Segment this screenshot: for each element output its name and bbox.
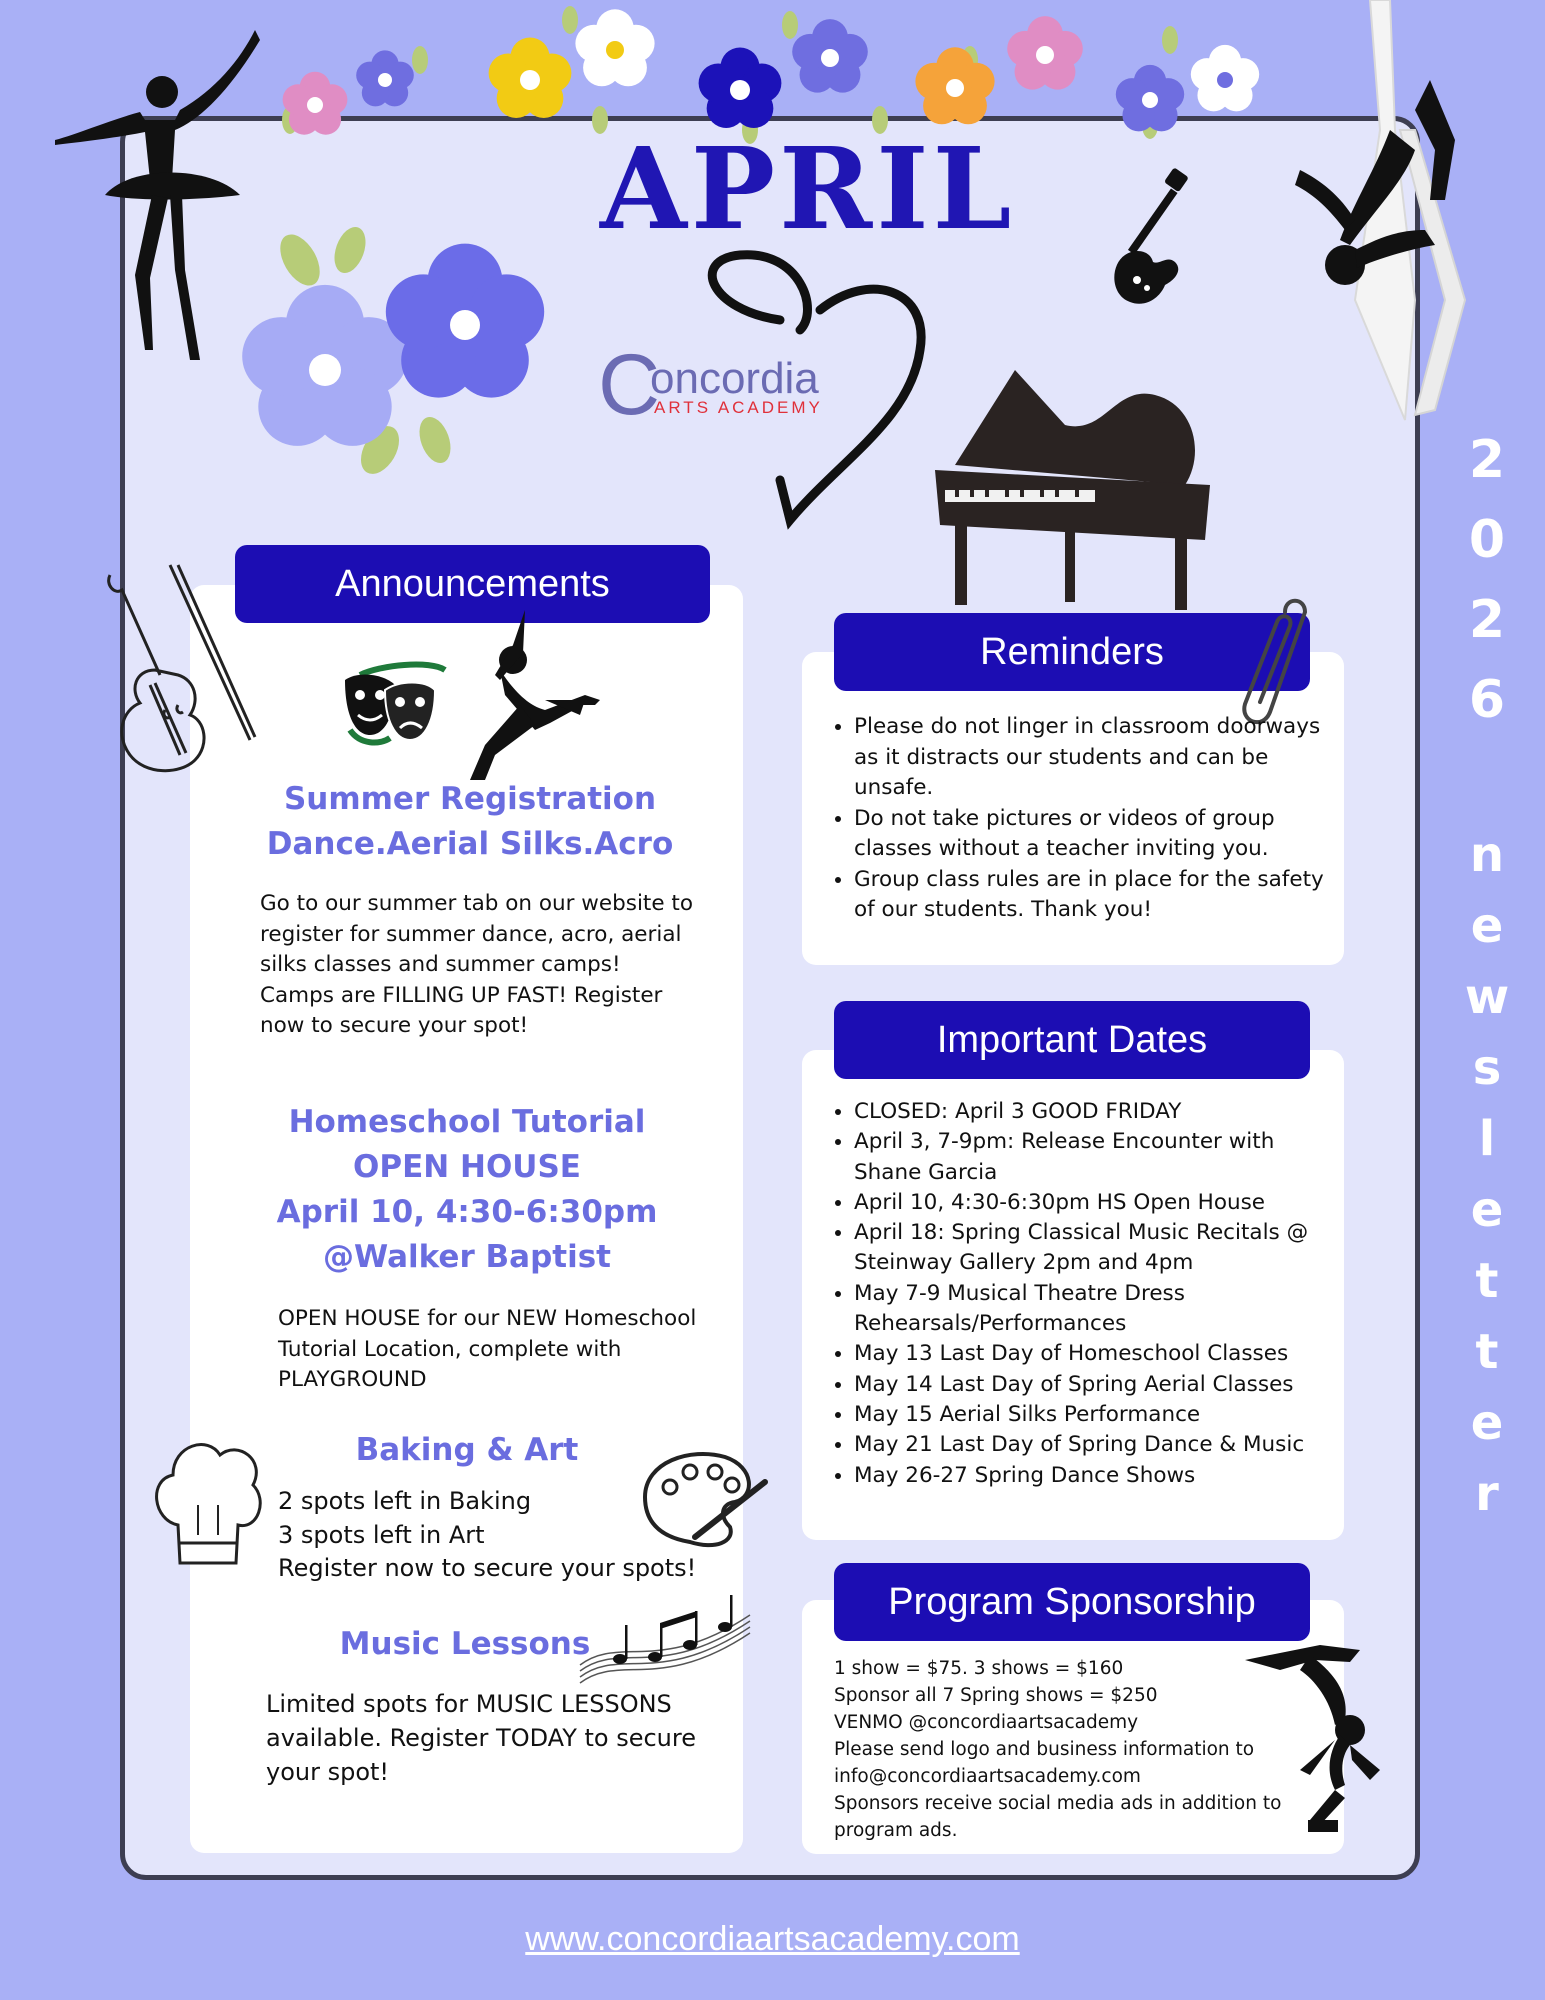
- side-year-char: 2: [1468, 430, 1506, 490]
- reminder-item: • Please do not linger in classroom doorways as it distracts our students and can be unsafe.: [854, 712, 1325, 804]
- date-item: • May 21 Last Day of Spring Dance & Music: [854, 1430, 1330, 1460]
- sponsorship-line: Sponsors receive social media ads in addition to program ads.: [834, 1793, 1282, 1841]
- sponsorship-header: Program Sponsorship: [834, 1563, 1310, 1641]
- side-word-char: l: [1478, 1111, 1496, 1167]
- grand-piano-icon: [925, 365, 1220, 615]
- ballerina-silhouette-icon: [50, 20, 260, 370]
- homeschool-heading-line4: @Walker Baptist: [323, 1239, 611, 1275]
- violin-icon: [100, 565, 260, 780]
- date-item: • April 18: Spring Classical Music Recitals @ Steinway Gallery 2pm and 4pm: [854, 1218, 1330, 1279]
- paper-clip-icon: [1235, 592, 1315, 732]
- baking-line3: Register now to secure your spots!: [278, 1554, 697, 1582]
- concordia-logo: [598, 337, 898, 433]
- side-word-char: e: [1470, 1395, 1504, 1451]
- reminders-list: [820, 712, 1325, 926]
- side-year-char: 6: [1468, 670, 1506, 730]
- homeschool-heading-line3: April 10, 4:30-6:30pm: [276, 1194, 658, 1230]
- aerial-silks-silhouette-icon: [1295, 0, 1495, 430]
- theater-masks-icon: [340, 660, 450, 750]
- logo-tagline: ARTS ACADEMY: [654, 398, 823, 417]
- date-item: • CLOSED: April 3 GOOD FRIDAY: [854, 1097, 1330, 1127]
- side-word-char: t: [1475, 1324, 1499, 1380]
- music-lessons-text: Limited spots for MUSIC LESSONS available. Register TODAY to secure your spot!: [266, 1690, 696, 1786]
- summer-heading-line2: Dance.Aerial Silks.Acro: [266, 826, 674, 862]
- side-word-char: e: [1470, 898, 1504, 954]
- side-word-char: e: [1470, 1182, 1504, 1238]
- important-dates-list: [820, 1097, 1330, 1491]
- large-flowers-decoration: [240, 230, 540, 490]
- announcements-header: Announcements: [235, 545, 710, 623]
- sponsorship-line: Please send logo and business information to info@concordiaartsacademy.com: [834, 1739, 1255, 1787]
- side-word-char: n: [1469, 827, 1505, 883]
- summer-heading-line1: Summer Registration: [283, 781, 657, 817]
- reminders-header: Reminders: [834, 613, 1310, 691]
- side-word-char: r: [1475, 1466, 1499, 1522]
- date-item: • May 26-27 Spring Dance Shows: [854, 1461, 1330, 1491]
- leaping-dancer-silhouette-icon: [465, 605, 605, 785]
- side-word-char: w: [1464, 969, 1510, 1025]
- sponsorship-line: VENMO @concordiaartsacademy: [834, 1712, 1139, 1733]
- logo-initial: C: [598, 337, 661, 433]
- baking-line2: 3 spots left in Art: [278, 1520, 485, 1549]
- summer-registration-text: Go to our summer tab on our website to register for summer dance, acro, aerial silks classes and summer camps! Camps are FILLING UP FAST! Register now to secure your spot!: [260, 891, 694, 1038]
- date-item: • May 14 Last Day of Spring Aerial Classes: [854, 1370, 1330, 1400]
- music-lessons-heading: Music Lessons: [339, 1626, 591, 1662]
- breakdancer-silhouette-icon: [1240, 1640, 1400, 1840]
- website-link[interactable]: www.concordiaartsacademy.com: [525, 1920, 1020, 1958]
- side-newsletter-word: [1460, 820, 1514, 1530]
- important-dates-header: Important Dates: [834, 1001, 1310, 1079]
- date-item: • April 10, 4:30-6:30pm HS Open House: [854, 1188, 1330, 1218]
- sponsorship-line: Sponsor all 7 Spring shows = $250: [834, 1685, 1158, 1706]
- summer-registration-heading: [220, 777, 720, 867]
- homeschool-text: OPEN HOUSE for our NEW Homeschool Tutorial Location, complete with PLAYGROUND: [278, 1306, 697, 1392]
- baking-art-text: [278, 1485, 738, 1586]
- homeschool-heading: [217, 1100, 717, 1280]
- electric-guitar-icon: [1105, 170, 1215, 310]
- month-title: APRIL: [600, 124, 1016, 255]
- reminder-item: • Group class rules are in place for the safety of our students. Thank you!: [854, 865, 1325, 926]
- homeschool-heading-line2: OPEN HOUSE: [353, 1149, 581, 1185]
- side-year-char: 0: [1468, 510, 1506, 570]
- baking-art-heading: Baking & Art: [355, 1432, 579, 1468]
- homeschool-heading-line1: Homeschool Tutorial: [288, 1104, 646, 1140]
- date-item: • May 15 Aerial Silks Performance: [854, 1400, 1330, 1430]
- date-item: • May 7-9 Musical Theatre Dress Rehearsals/Performances: [854, 1279, 1330, 1340]
- date-item: • April 3, 7-9pm: Release Encounter with Shane Garcia: [854, 1127, 1330, 1188]
- side-year-char: 2: [1468, 590, 1506, 650]
- logo-name: oncordia: [650, 354, 819, 403]
- sponsorship-line: 1 show = $75. 3 shows = $160: [834, 1658, 1124, 1679]
- side-word-char: t: [1475, 1253, 1499, 1309]
- baking-line1: 2 spots left in Baking: [278, 1487, 532, 1515]
- side-word-char: s: [1472, 1040, 1502, 1096]
- reminder-item: • Do not take pictures or videos of group classes without a teacher inviting you.: [854, 804, 1325, 865]
- side-year: [1460, 420, 1514, 740]
- date-item: • May 13 Last Day of Homeschool Classes: [854, 1339, 1330, 1369]
